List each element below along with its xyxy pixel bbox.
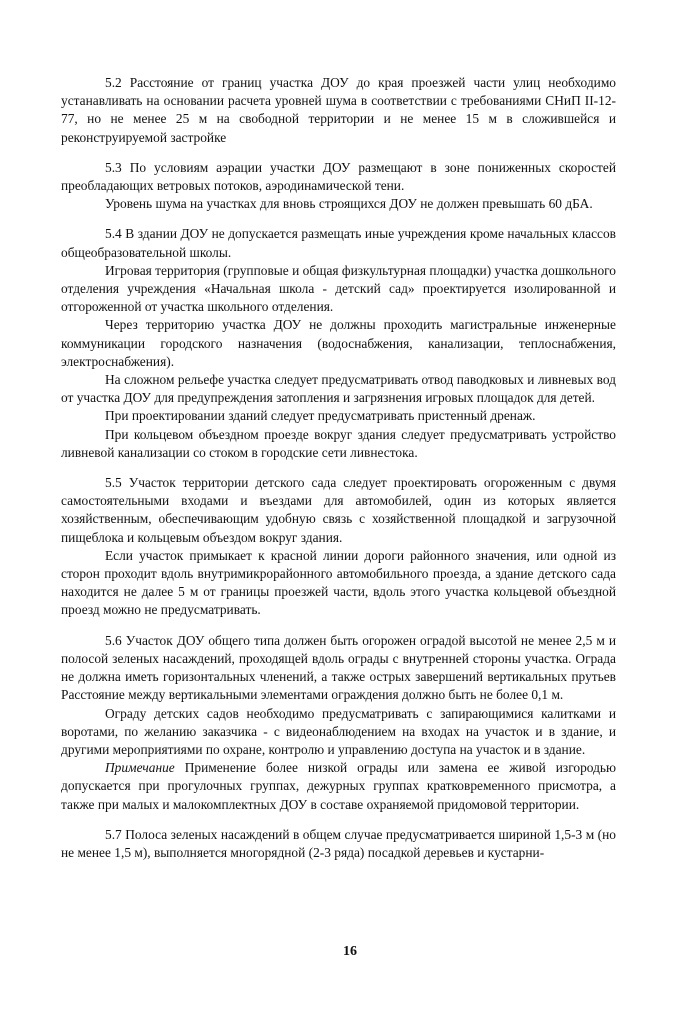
paragraph-5-4: 5.4 В здании ДОУ не допускается размещать иные учреждения кроме начальных классов общеобразовательной школы.: [61, 226, 616, 260]
note-label: Примечание: [105, 760, 175, 776]
page-number: 16: [343, 944, 357, 959]
note-paragraph: [61, 759, 616, 814]
paragraph-5-4-play-area: Игровая территория (групповые и общая физкультурная площадки) участка дошкольного отделения учреждения «Начальная школа - детский сад» проектируется изолированной и отгороженной от участка школьного отделения.: [61, 262, 616, 315]
paragraph-5-2: 5.2 Расстояние от границ участка ДОУ до края проезжей части улиц необходимо устанавливать на основании расчета уровней шума в соответствии с требованиями СНиП II-12-77, но не менее 25 м на свободной территории и не менее 15 м в сложившейся и реконструируемой застройке: [61, 75, 616, 145]
page-body: [61, 74, 616, 862]
paragraph-5-7: 5.7 Полоса зеленых насаждений в общем случае предусматривается шириной 1,5-3 м (но не менее 1,5 м), выполняется многорядной (2-3 ряда) посадкой деревьев и кустарни-: [61, 826, 616, 860]
paragraph-5-4-storm-sewer: При кольцевом объездном проезде вокруг здания следует предусматривать устройство ливневой канализации со стоком в городские сети ливнестока.: [61, 426, 616, 460]
paragraph-5-5-red-line: Если участок примыкает к красной линии дороги районного значения, или одной из сторон проходит вдоль внутримикрорайонного автомобильного проезда, а здание детского сада находится не далее 5 м от границы проезжей части, вдоль этого участка кольцевой объездной проезд можно не предусматривать.: [61, 547, 616, 618]
note-text: Применение более низкой ограды или замена ее живой изгородью допускается при прогулочных группах, дежурных группах кратковременного присмотра, а также при малых и малокомплектных ДОУ в составе охраняемой придомовой территории.: [61, 760, 616, 812]
paragraph-5-6: 5.6 Участок ДОУ общего типа должен быть огорожен оградой высотой не менее 2,5 м и полосой зеленых насаждений, проходящей вдоль ограды с внутренней стороны участка. Ограда не должна иметь горизонтальных членений, а также острых завершений вертикальных прутьев Расстояние между вертикальными элементами ограждения должно быть не более 0,1 м.: [61, 632, 616, 703]
paragraph-5-3-noise: Уровень шума на участках для вновь строящихся ДОУ не должен превышать 60 дБА.: [105, 196, 593, 212]
paragraph-5-4-relief: На сложном рельефе участка следует предусматривать отвод паводковых и ливневых вод от участка ДОУ для предупреждения затопления и загрязнения игровых площадок для детей.: [61, 372, 616, 406]
paragraph-5-3: 5.3 По условиям аэрации участки ДОУ размещают в зоне пониженных скоростей преобладающих ветровых потоков, аэродинамической тени.: [61, 159, 616, 194]
paragraph-5-6-gates: Ограду детских садов необходимо предусматривать с запирающимися калитками и воротами, по желанию заказчика - с видеонаблюдением на входах на участок и в здание, и другими мероприятиями по охране, контролю и управлению доступа на участок и в здание.: [61, 705, 616, 757]
paragraph-5-4-drainage: При проектировании зданий следует предусматривать пристенный дренаж.: [105, 408, 536, 424]
paragraph-5-5: 5.5 Участок территории детского сада следует проектировать огороженным с двумя самостоятельными входами и въездами для автомобилей, один из которых является хозяйственным, обеспечивающим удобную связь с хозяйственной площадкой и загрузочной пищеблока и кольцевым объездом вокруг здания.: [61, 475, 616, 545]
paragraph-5-4-utilities: Через территорию участка ДОУ не должны проходить магистральные инженерные коммуникации городского назначения (водоснабжения, канализации, теплоснабжения, электроснабжения).: [61, 317, 616, 369]
